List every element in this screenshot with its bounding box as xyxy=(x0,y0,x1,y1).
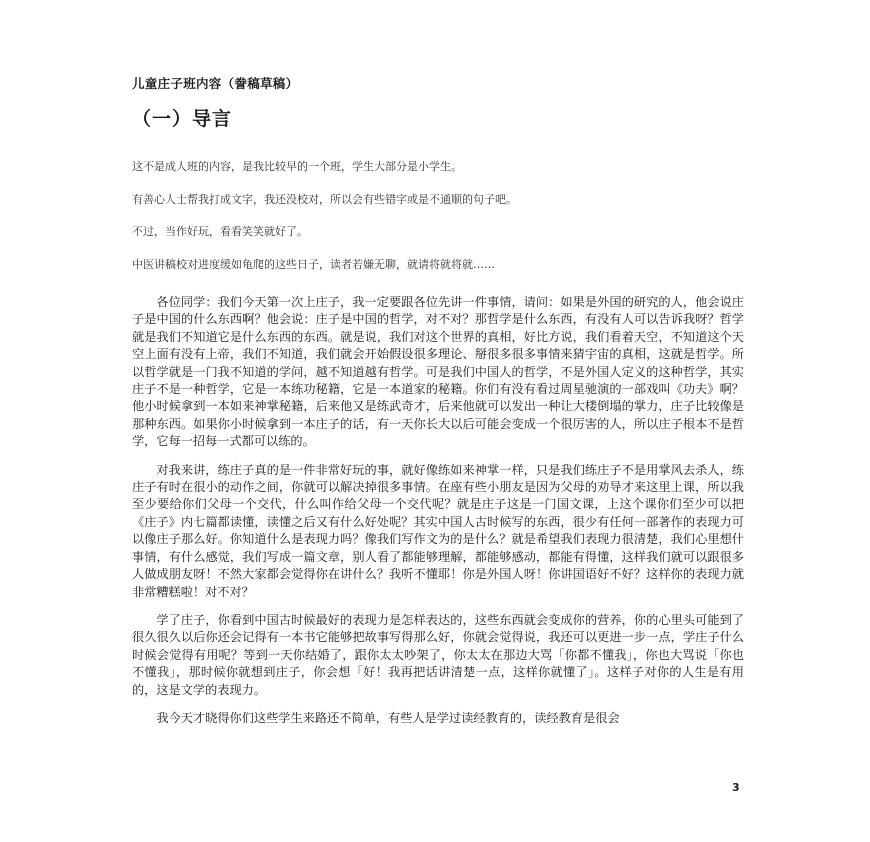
body-paragraph: 我今天才晓得你们这些学生来路还不简单，有些人是学过读经教育的，读经教育是很会 xyxy=(156,710,620,725)
lecture-body xyxy=(132,294,744,738)
page-number: 3 xyxy=(732,781,740,794)
intro-notes xyxy=(132,160,752,290)
body-paragraph: 对我来讲，练庄子真的是一件非常好玩的事，就好像练如来神掌一样，只是我们练庄子不是用掌风去杀人，练庄子有时在很小的动作之间，你就可以解决掉很多事情。在座有些小朋友是因为父母的劝导才来这里上课，所以我至少要给你们父母一个交代，什么叫作给父母一个交代呢？就是庄子这是一门国文课，上这个课你们至少可以把《庄子》内七篇都读懂，读懂之后又有什么好处呢？其实中国人古时候写的东西，很少有任何一部著作的表现力可以像庄子那么好。你知道什么是表现力吗？像我们写作文为的是什么？就是希望我们表现力很清楚，我们心里想什事情，有什么感觉，我们写成一篇文章，别人看了都能够理解，都能够感动，都能有得懂，这样我们就可以跟很多人做成朋友呀！不然大家都会觉得你在讲什么？我听不懂耶！你是外国人呀！你讲国语好不好？这样你的表现力就非常糟糕啦！对不对？ xyxy=(132,462,744,599)
section-title: （一）导言 xyxy=(132,108,233,130)
intro-note: 有善心人士帮我打成文字，我还没校对，所以会有些错字或是不通顺的句子吧。 xyxy=(132,192,517,206)
body-paragraph: 各位同学：我们今天第一次上庄子，我一定要跟各位先讲一件事情，请问：如果是外国的研究的人，他会说庄子是中国的什么东西啊？他会说：庄子是中国的哲学，对不对？那哲学是什么东西，有没有人可以告诉我呀？哲学就是我们不知道它是什么东西的东西。就是说，我们对这个世界的真相，好比方说，我们看着天空，不知道这个天空上面有没有上帝，我们不知道，我们就会开始假设很多理论、掰很多很多事情来猜宇宙的真相，这就是哲学。所以哲学就是一门我不知道的学问，越不知道越有哲学。可是我们中国人的哲学，不是外国人定义的这种哲学，其实庄子不是一种哲学，它是一本练功秘籍，它是一本道家的秘籍。你们有没有看过周星驰演的一部戏叫《功夫》啊？他小时候拿到一本如来神掌秘籍，后来他又是练武奇才，后来他就可以发出一种让大楼倒塌的掌力，庄子比较像是那种东西。如果你小时候拿到一本庄子的话，有一天你长大以后可能会变成一个很厉害的人，所以庄子根本不是哲学，它每一招每一式都可以练的。 xyxy=(132,295,744,449)
body-paragraph: 学了庄子，你看到中国古时候最好的表现力是怎样表达的，这些东西就会变成你的营养，你的心里头可能到了很久很久以后你还会记得有一本书它能够把故事写得那么好，你就会觉得说，我还可以更进一步一点，学庄子什么时候会觉得有用呢？等到一天你结婚了，跟你太太吵架了，你太太在那边大骂「你都不懂我」，你也大骂说「你也不懂我」，那时候你就想到庄子，你会想「好！我再把话讲清楚一点，这样你就懂了」。这样子对你的人生是有用的，这是文学的表现力。 xyxy=(132,612,744,697)
intro-note: 中医讲稿校对进度缓如龟爬的这些日子，读者若嫌无聊，就请将就将就…… xyxy=(132,257,495,271)
intro-note: 不过，当作好玩，看看笑笑就好了。 xyxy=(132,225,308,238)
document-title: 儿童庄子班内容（誊稿草稿） xyxy=(132,76,299,91)
intro-note: 这不是成人班的内容，是我比较早的一个班，学生大部分是小学生。 xyxy=(132,160,462,173)
